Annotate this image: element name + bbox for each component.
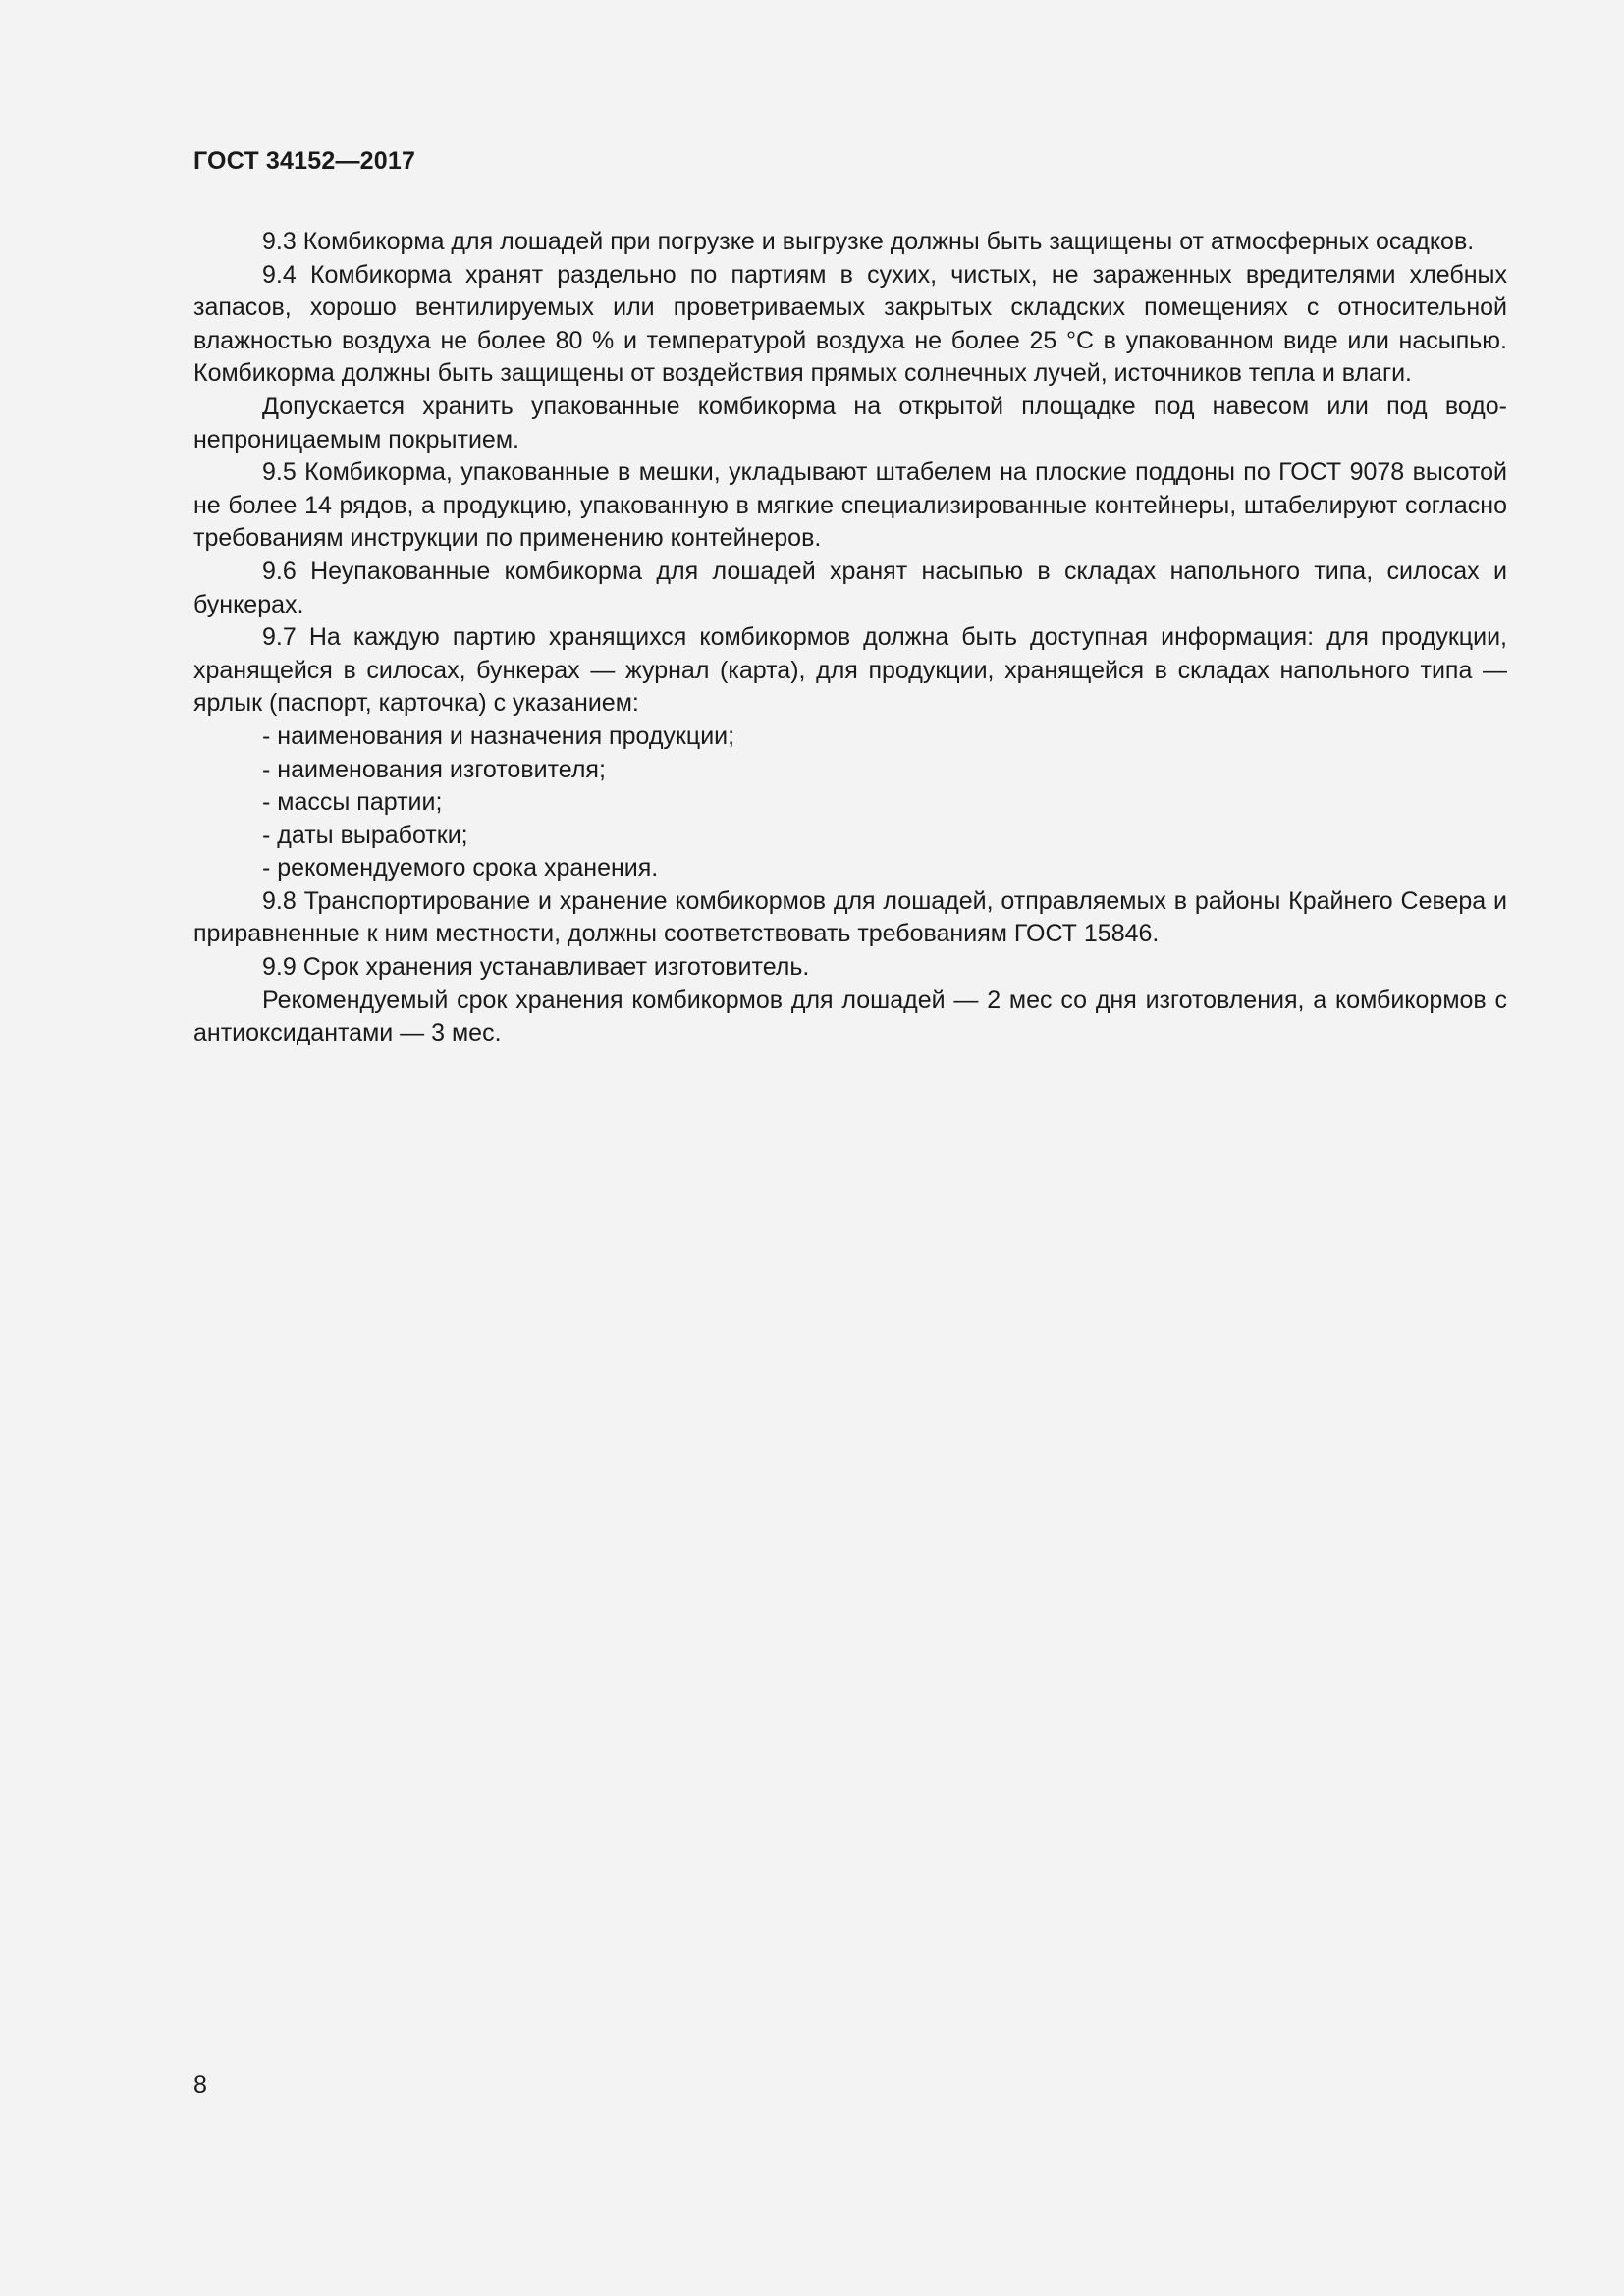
paragraph-9-6: 9.6 Неупакованные комбикорма для лошадей хранят насыпью в складах напольного типа, силосах и бункерах. (193, 557, 1507, 618)
list-item: - наименования изготовителя; (262, 755, 606, 783)
paragraph-9-8: 9.8 Транспортирование и хранение комбикормов для лошадей, отправляемых в районы Крайнего Севера и приравненные к ним местности, должны соответствовать требованиям ГОСТ 15846. (193, 886, 1507, 948)
paragraph-9-4-storage-note: Допускается хранить упакованные комбикорма на открытой площадке под навесом или под водонепроницаемым покрытием. (193, 392, 1507, 454)
paragraph-9-7: 9.7 На каждую партию хранящихся комбикормов должна быть доступная информация: для продукции, хранящейся в силосах, бункерах — журнал (карта), для продукции, хранящейся в складах напольного типа — ярлык (паспорт, карточка) с указанием: (193, 623, 1507, 718)
list-item: - наименования и назначения продукции; (262, 721, 735, 750)
list-item: - рекомендуемого срока хранения. (262, 854, 659, 882)
paragraph-9-9: 9.9 Срок хранения устанавливает изготовитель. (262, 953, 810, 982)
paragraph-9-5: 9.5 Комбикорма, упакованные в мешки, укладывают штабелем на плоские поддоны по ГОСТ 9078 высотой не более 14 рядов, а продукцию, упакованную в мягкие специализированные контейнеры, штабелируют согласно требованиям инструкции по применению контейнеров. (193, 458, 1507, 553)
document-body (193, 226, 1507, 1050)
paragraph-9-3: 9.3 Комбикорма для лошадей при погрузке и выгрузке должны быть защищены от атмосферных осадков. (262, 228, 1475, 255)
paragraph-9-4: 9.4 Комбикорма хранят раздельно по партиям в сухих, чистых, не зараженных вредителями хлебных запасов, хорошо вентилируемых или проветриваемых закрытых складских помещениях с относительной влажностью воздуха не более 80 % и температурой воздуха не более 25 °С в упакованном виде или насыпью. Комбикорма должны быть защищены от воздействия прямых солнечных лучей, источников тепла и влаги. (193, 260, 1507, 388)
page-number: 8 (193, 2071, 207, 2099)
paragraph-9-9-shelf-life: Рекомендуемый срок хранения комбикормов для лошадей — 2 мес со дня изготовления, а комбикормов с антиоксидантами — 3 мес. (193, 986, 1507, 1047)
document-header: ГОСТ 34152—2017 (193, 147, 416, 175)
list-item: - даты выработки; (262, 821, 468, 849)
list-item: - массы партии; (262, 788, 443, 817)
